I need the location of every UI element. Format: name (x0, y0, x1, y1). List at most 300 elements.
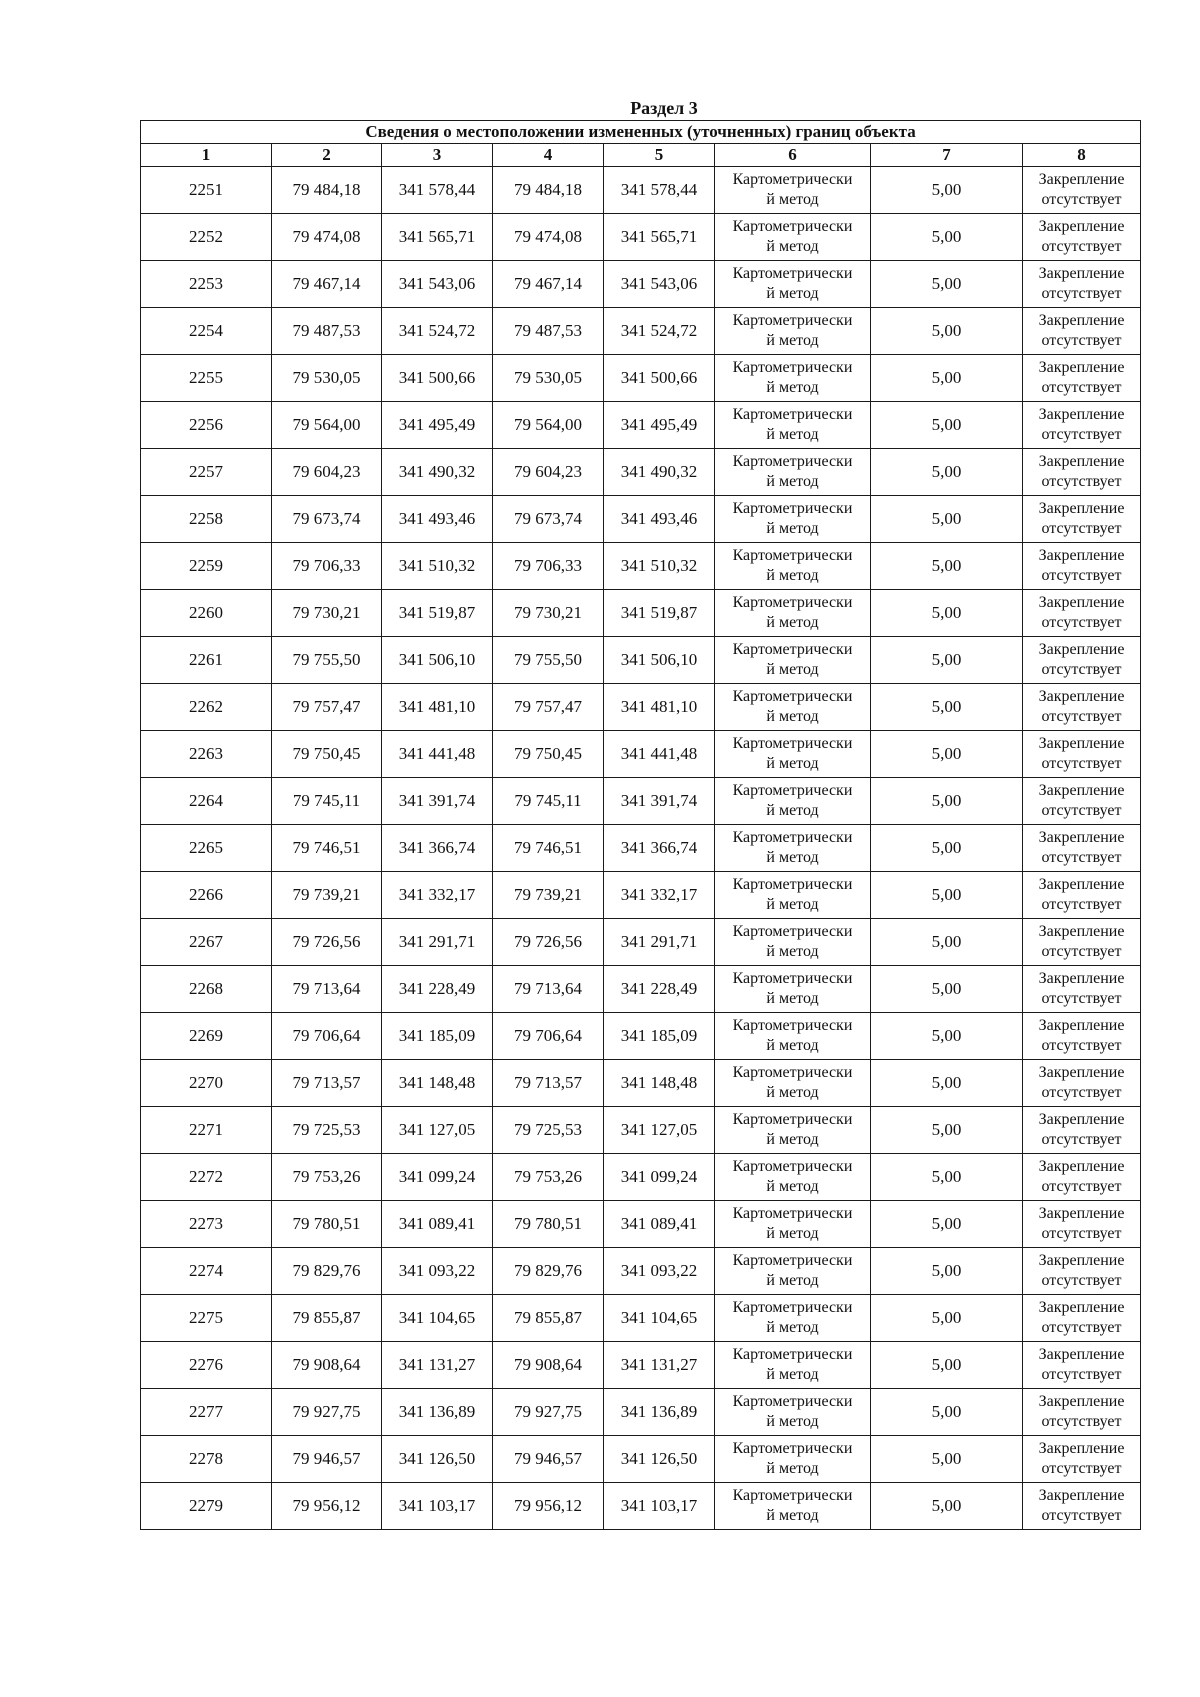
marker-fixation-line: Закрепление (1038, 312, 1125, 329)
table-row (141, 496, 1141, 543)
point-number: 2273 (141, 1201, 272, 1248)
x-coordinate-existing: 79 713,64 (272, 966, 382, 1013)
marker-fixation-line: отсутствует (1041, 1225, 1122, 1242)
determination-method-line: Картометрически (732, 547, 853, 564)
x-coordinate-existing: 79 673,74 (272, 496, 382, 543)
marker-fixation-line: отсутствует (1041, 614, 1122, 631)
y-coordinate-existing: 341 519,87 (382, 590, 493, 637)
x-coordinate-existing: 79 564,00 (272, 402, 382, 449)
y-coordinate-refined: 341 099,24 (604, 1154, 715, 1201)
y-coordinate-refined: 341 126,50 (604, 1436, 715, 1483)
accuracy-value: 5,00 (871, 590, 1023, 637)
point-number: 2277 (141, 1389, 272, 1436)
accuracy-value: 5,00 (871, 1013, 1023, 1060)
x-coordinate-refined: 79 730,21 (493, 590, 604, 637)
determination-method-line: Картометрически (732, 1487, 853, 1504)
table-caption: Сведения о местоположении измененных (уточненных) границ объекта (141, 121, 1141, 144)
table-row (141, 1201, 1141, 1248)
table-row (141, 825, 1141, 872)
point-number: 2279 (141, 1483, 272, 1530)
point-number: 2261 (141, 637, 272, 684)
marker-fixation (1023, 1154, 1141, 1201)
accuracy-value: 5,00 (871, 1295, 1023, 1342)
determination-method (715, 1248, 871, 1295)
marker-fixation-line: отсутствует (1041, 708, 1122, 725)
point-number: 2269 (141, 1013, 272, 1060)
accuracy-value: 5,00 (871, 1342, 1023, 1389)
section-title: Раздел 3 (630, 98, 698, 118)
accuracy-value: 5,00 (871, 872, 1023, 919)
x-coordinate-refined: 79 755,50 (493, 637, 604, 684)
table-row (141, 590, 1141, 637)
table-row (141, 214, 1141, 261)
column-header: 5 (604, 144, 715, 167)
marker-fixation (1023, 590, 1141, 637)
y-coordinate-existing: 341 500,66 (382, 355, 493, 402)
marker-fixation (1023, 1248, 1141, 1295)
marker-fixation-line: Закрепление (1038, 265, 1125, 282)
x-coordinate-existing: 79 484,18 (272, 167, 382, 214)
x-coordinate-existing: 79 927,75 (272, 1389, 382, 1436)
point-number: 2270 (141, 1060, 272, 1107)
point-number: 2265 (141, 825, 272, 872)
y-coordinate-existing: 341 578,44 (382, 167, 493, 214)
accuracy-value: 5,00 (871, 449, 1023, 496)
marker-fixation (1023, 919, 1141, 966)
y-coordinate-refined: 341 089,41 (604, 1201, 715, 1248)
point-number: 2259 (141, 543, 272, 590)
marker-fixation-line: отсутствует (1041, 896, 1122, 913)
point-number: 2267 (141, 919, 272, 966)
column-header: 3 (382, 144, 493, 167)
x-coordinate-existing: 79 750,45 (272, 731, 382, 778)
y-coordinate-existing: 341 104,65 (382, 1295, 493, 1342)
y-coordinate-existing: 341 332,17 (382, 872, 493, 919)
point-number: 2266 (141, 872, 272, 919)
x-coordinate-existing: 79 467,14 (272, 261, 382, 308)
y-coordinate-refined: 341 506,10 (604, 637, 715, 684)
determination-method-line: Картометрически (732, 970, 853, 987)
determination-method (715, 308, 871, 355)
x-coordinate-existing: 79 726,56 (272, 919, 382, 966)
point-number: 2274 (141, 1248, 272, 1295)
marker-fixation (1023, 167, 1141, 214)
x-coordinate-existing: 79 745,11 (272, 778, 382, 825)
point-number: 2254 (141, 308, 272, 355)
determination-method-line: Картометрически (732, 923, 853, 940)
marker-fixation-line: Закрепление (1038, 218, 1125, 235)
x-coordinate-existing: 79 755,50 (272, 637, 382, 684)
marker-fixation-line: Закрепление (1038, 1205, 1125, 1222)
point-number: 2260 (141, 590, 272, 637)
marker-fixation (1023, 1342, 1141, 1389)
determination-method-line: й метод (766, 1037, 819, 1054)
marker-fixation (1023, 637, 1141, 684)
marker-fixation-line: отсутствует (1041, 661, 1122, 678)
marker-fixation (1023, 1436, 1141, 1483)
accuracy-value: 5,00 (871, 1201, 1023, 1248)
marker-fixation (1023, 543, 1141, 590)
accuracy-value: 5,00 (871, 1436, 1023, 1483)
determination-method-line: Картометрически (732, 218, 853, 235)
determination-method (715, 684, 871, 731)
marker-fixation (1023, 355, 1141, 402)
marker-fixation-line: отсутствует (1041, 473, 1122, 490)
determination-method-line: й метод (766, 943, 819, 960)
y-coordinate-refined: 341 495,49 (604, 402, 715, 449)
y-coordinate-refined: 341 131,27 (604, 1342, 715, 1389)
column-header-row (141, 144, 1141, 167)
marker-fixation-line: Закрепление (1038, 1487, 1125, 1504)
marker-fixation-line: отсутствует (1041, 567, 1122, 584)
determination-method-line: Картометрически (732, 1064, 853, 1081)
marker-fixation-line: Закрепление (1038, 1299, 1125, 1316)
y-coordinate-refined: 341 104,65 (604, 1295, 715, 1342)
marker-fixation (1023, 684, 1141, 731)
marker-fixation-line: Закрепление (1038, 1440, 1125, 1457)
marker-fixation-line: Закрепление (1038, 641, 1125, 658)
accuracy-value: 5,00 (871, 261, 1023, 308)
marker-fixation-line: Закрепление (1038, 453, 1125, 470)
marker-fixation (1023, 825, 1141, 872)
point-number: 2251 (141, 167, 272, 214)
marker-fixation-line: отсутствует (1041, 849, 1122, 866)
table-row (141, 1013, 1141, 1060)
determination-method-line: й метод (766, 1507, 819, 1524)
y-coordinate-refined: 341 103,17 (604, 1483, 715, 1530)
determination-method-line: Картометрически (732, 500, 853, 517)
point-number: 2264 (141, 778, 272, 825)
determination-method-line: Картометрически (732, 1346, 853, 1363)
determination-method-line: Картометрически (732, 359, 853, 376)
point-number: 2255 (141, 355, 272, 402)
marker-fixation-line: отсутствует (1041, 802, 1122, 819)
x-coordinate-existing: 79 753,26 (272, 1154, 382, 1201)
point-number: 2272 (141, 1154, 272, 1201)
determination-method-line: й метод (766, 1413, 819, 1430)
x-coordinate-refined: 79 855,87 (493, 1295, 604, 1342)
determination-method-line: й метод (766, 1366, 819, 1383)
determination-method (715, 919, 871, 966)
x-coordinate-existing: 79 604,23 (272, 449, 382, 496)
marker-fixation-line: отсутствует (1041, 1413, 1122, 1430)
determination-method-line: Картометрически (732, 171, 853, 188)
accuracy-value: 5,00 (871, 167, 1023, 214)
y-coordinate-refined: 341 578,44 (604, 167, 715, 214)
marker-fixation-line: отсутствует (1041, 238, 1122, 255)
point-number: 2271 (141, 1107, 272, 1154)
y-coordinate-refined: 341 391,74 (604, 778, 715, 825)
marker-fixation (1023, 1483, 1141, 1530)
determination-method (715, 1201, 871, 1248)
accuracy-value: 5,00 (871, 1107, 1023, 1154)
table-row (141, 308, 1141, 355)
determination-method-line: й метод (766, 191, 819, 208)
table-row (141, 167, 1141, 214)
marker-fixation (1023, 449, 1141, 496)
x-coordinate-refined: 79 726,56 (493, 919, 604, 966)
accuracy-value: 5,00 (871, 919, 1023, 966)
table-row (141, 1107, 1141, 1154)
table-row (141, 1060, 1141, 1107)
determination-method-line: й метод (766, 614, 819, 631)
y-coordinate-refined: 341 481,10 (604, 684, 715, 731)
marker-fixation (1023, 1201, 1141, 1248)
x-coordinate-existing: 79 956,12 (272, 1483, 382, 1530)
determination-method (715, 449, 871, 496)
y-coordinate-existing: 341 565,71 (382, 214, 493, 261)
y-coordinate-refined: 341 490,32 (604, 449, 715, 496)
determination-method (715, 1389, 871, 1436)
table-row (141, 919, 1141, 966)
y-coordinate-existing: 341 391,74 (382, 778, 493, 825)
determination-method-line: Картометрически (732, 312, 853, 329)
marker-fixation-line: Закрепление (1038, 1064, 1125, 1081)
column-header: 4 (493, 144, 604, 167)
marker-fixation (1023, 261, 1141, 308)
x-coordinate-existing: 79 530,05 (272, 355, 382, 402)
y-coordinate-existing: 341 524,72 (382, 308, 493, 355)
determination-method-line: й метод (766, 802, 819, 819)
determination-method-line: Картометрически (732, 406, 853, 423)
determination-method-line: Картометрически (732, 782, 853, 799)
determination-method-line: й метод (766, 379, 819, 396)
determination-method (715, 543, 871, 590)
determination-method-line: Картометрически (732, 829, 853, 846)
determination-method-line: Картометрически (732, 1158, 853, 1175)
marker-fixation-line: отсутствует (1041, 332, 1122, 349)
determination-method-line: й метод (766, 1272, 819, 1289)
marker-fixation-line: отсутствует (1041, 1178, 1122, 1195)
table-caption-row (141, 121, 1141, 144)
accuracy-value: 5,00 (871, 355, 1023, 402)
accuracy-value: 5,00 (871, 496, 1023, 543)
determination-method-line: й метод (766, 849, 819, 866)
y-coordinate-refined: 341 185,09 (604, 1013, 715, 1060)
y-coordinate-existing: 341 490,32 (382, 449, 493, 496)
marker-fixation-line: отсутствует (1041, 1131, 1122, 1148)
determination-method-line: Картометрически (732, 453, 853, 470)
x-coordinate-refined: 79 745,11 (493, 778, 604, 825)
determination-method (715, 261, 871, 308)
marker-fixation (1023, 731, 1141, 778)
x-coordinate-refined: 79 829,76 (493, 1248, 604, 1295)
determination-method (715, 1107, 871, 1154)
determination-method (715, 1154, 871, 1201)
determination-method-line: й метод (766, 1178, 819, 1195)
x-coordinate-existing: 79 706,64 (272, 1013, 382, 1060)
accuracy-value: 5,00 (871, 402, 1023, 449)
x-coordinate-refined: 79 713,64 (493, 966, 604, 1013)
table-row (141, 355, 1141, 402)
x-coordinate-existing: 79 757,47 (272, 684, 382, 731)
y-coordinate-existing: 341 093,22 (382, 1248, 493, 1295)
x-coordinate-refined: 79 706,33 (493, 543, 604, 590)
point-number: 2253 (141, 261, 272, 308)
y-coordinate-refined: 341 291,71 (604, 919, 715, 966)
determination-method-line: й метод (766, 473, 819, 490)
table-row (141, 778, 1141, 825)
marker-fixation (1023, 872, 1141, 919)
x-coordinate-refined: 79 753,26 (493, 1154, 604, 1201)
marker-fixation-line: отсутствует (1041, 1460, 1122, 1477)
point-number: 2256 (141, 402, 272, 449)
marker-fixation-line: отсутствует (1041, 1319, 1122, 1336)
marker-fixation-line: Закрепление (1038, 923, 1125, 940)
x-coordinate-refined: 79 757,47 (493, 684, 604, 731)
determination-method-line: й метод (766, 567, 819, 584)
table-row (141, 1483, 1141, 1530)
marker-fixation (1023, 778, 1141, 825)
y-coordinate-refined: 341 519,87 (604, 590, 715, 637)
determination-method (715, 402, 871, 449)
determination-method-line: Картометрически (732, 1017, 853, 1034)
determination-method (715, 355, 871, 402)
determination-method (715, 590, 871, 637)
marker-fixation (1023, 1060, 1141, 1107)
y-coordinate-refined: 341 332,17 (604, 872, 715, 919)
table-row (141, 449, 1141, 496)
y-coordinate-existing: 341 131,27 (382, 1342, 493, 1389)
determination-method-line: Картометрически (732, 688, 853, 705)
point-number: 2257 (141, 449, 272, 496)
x-coordinate-existing: 79 487,53 (272, 308, 382, 355)
x-coordinate-refined: 79 673,74 (493, 496, 604, 543)
accuracy-value: 5,00 (871, 778, 1023, 825)
y-coordinate-refined: 341 228,49 (604, 966, 715, 1013)
x-coordinate-refined: 79 713,57 (493, 1060, 604, 1107)
marker-fixation (1023, 1295, 1141, 1342)
x-coordinate-existing: 79 908,64 (272, 1342, 382, 1389)
marker-fixation (1023, 308, 1141, 355)
y-coordinate-refined: 341 510,32 (604, 543, 715, 590)
x-coordinate-refined: 79 927,75 (493, 1389, 604, 1436)
marker-fixation-line: отсутствует (1041, 990, 1122, 1007)
marker-fixation-line: отсутствует (1041, 379, 1122, 396)
determination-method (715, 637, 871, 684)
table-row (141, 1248, 1141, 1295)
determination-method-line: й метод (766, 1225, 819, 1242)
determination-method-line: й метод (766, 708, 819, 725)
x-coordinate-existing: 79 780,51 (272, 1201, 382, 1248)
accuracy-value: 5,00 (871, 1389, 1023, 1436)
x-coordinate-refined: 79 706,64 (493, 1013, 604, 1060)
x-coordinate-refined: 79 750,45 (493, 731, 604, 778)
point-number: 2258 (141, 496, 272, 543)
determination-method-line: й метод (766, 238, 819, 255)
marker-fixation-line: отсутствует (1041, 1272, 1122, 1289)
x-coordinate-refined: 79 487,53 (493, 308, 604, 355)
accuracy-value: 5,00 (871, 1060, 1023, 1107)
determination-method-line: Картометрически (732, 735, 853, 752)
point-number: 2278 (141, 1436, 272, 1483)
y-coordinate-existing: 341 228,49 (382, 966, 493, 1013)
marker-fixation-line: Закрепление (1038, 1346, 1125, 1363)
marker-fixation-line: Закрепление (1038, 594, 1125, 611)
x-coordinate-refined: 79 946,57 (493, 1436, 604, 1483)
marker-fixation-line: Закрепление (1038, 1017, 1125, 1034)
marker-fixation-line: Закрепление (1038, 406, 1125, 423)
determination-method-line: Картометрически (732, 641, 853, 658)
determination-method (715, 778, 871, 825)
column-header: 7 (871, 144, 1023, 167)
y-coordinate-existing: 341 481,10 (382, 684, 493, 731)
x-coordinate-refined: 79 780,51 (493, 1201, 604, 1248)
marker-fixation (1023, 1107, 1141, 1154)
y-coordinate-refined: 341 441,48 (604, 731, 715, 778)
determination-method (715, 1436, 871, 1483)
marker-fixation-line: Закрепление (1038, 1111, 1125, 1128)
marker-fixation-line: Закрепление (1038, 500, 1125, 517)
determination-method-line: Картометрически (732, 876, 853, 893)
x-coordinate-refined: 79 604,23 (493, 449, 604, 496)
x-coordinate-existing: 79 829,76 (272, 1248, 382, 1295)
accuracy-value: 5,00 (871, 214, 1023, 261)
determination-method-line: й метод (766, 1319, 819, 1336)
table-row (141, 402, 1141, 449)
marker-fixation (1023, 1013, 1141, 1060)
accuracy-value: 5,00 (871, 543, 1023, 590)
x-coordinate-refined: 79 739,21 (493, 872, 604, 919)
y-coordinate-refined: 341 524,72 (604, 308, 715, 355)
determination-method-line: Картометрически (732, 265, 853, 282)
y-coordinate-existing: 341 148,48 (382, 1060, 493, 1107)
column-header: 2 (272, 144, 382, 167)
point-number: 2263 (141, 731, 272, 778)
x-coordinate-existing: 79 713,57 (272, 1060, 382, 1107)
x-coordinate-refined: 79 467,14 (493, 261, 604, 308)
determination-method (715, 167, 871, 214)
accuracy-value: 5,00 (871, 966, 1023, 1013)
marker-fixation-line: Закрепление (1038, 1158, 1125, 1175)
table-row (141, 1436, 1141, 1483)
marker-fixation-line: отсутствует (1041, 1507, 1122, 1524)
y-coordinate-existing: 341 495,49 (382, 402, 493, 449)
accuracy-value: 5,00 (871, 731, 1023, 778)
y-coordinate-existing: 341 543,06 (382, 261, 493, 308)
determination-method (715, 496, 871, 543)
y-coordinate-existing: 341 493,46 (382, 496, 493, 543)
table-row (141, 966, 1141, 1013)
y-coordinate-refined: 341 093,22 (604, 1248, 715, 1295)
y-coordinate-refined: 341 500,66 (604, 355, 715, 402)
marker-fixation-line: Закрепление (1038, 876, 1125, 893)
determination-method (715, 966, 871, 1013)
determination-method-line: й метод (766, 661, 819, 678)
determination-method-line: й метод (766, 1131, 819, 1148)
accuracy-value: 5,00 (871, 825, 1023, 872)
point-number: 2262 (141, 684, 272, 731)
y-coordinate-existing: 341 441,48 (382, 731, 493, 778)
x-coordinate-existing: 79 946,57 (272, 1436, 382, 1483)
determination-method-line: й метод (766, 426, 819, 443)
table-row (141, 872, 1141, 919)
marker-fixation-line: отсутствует (1041, 520, 1122, 537)
x-coordinate-refined: 79 530,05 (493, 355, 604, 402)
y-coordinate-existing: 341 099,24 (382, 1154, 493, 1201)
x-coordinate-existing: 79 739,21 (272, 872, 382, 919)
point-number: 2276 (141, 1342, 272, 1389)
y-coordinate-existing: 341 185,09 (382, 1013, 493, 1060)
column-header: 6 (715, 144, 871, 167)
y-coordinate-existing: 341 506,10 (382, 637, 493, 684)
table-row (141, 1389, 1141, 1436)
y-coordinate-refined: 341 127,05 (604, 1107, 715, 1154)
marker-fixation-line: Закрепление (1038, 970, 1125, 987)
determination-method (715, 1483, 871, 1530)
y-coordinate-refined: 341 366,74 (604, 825, 715, 872)
determination-method (715, 731, 871, 778)
